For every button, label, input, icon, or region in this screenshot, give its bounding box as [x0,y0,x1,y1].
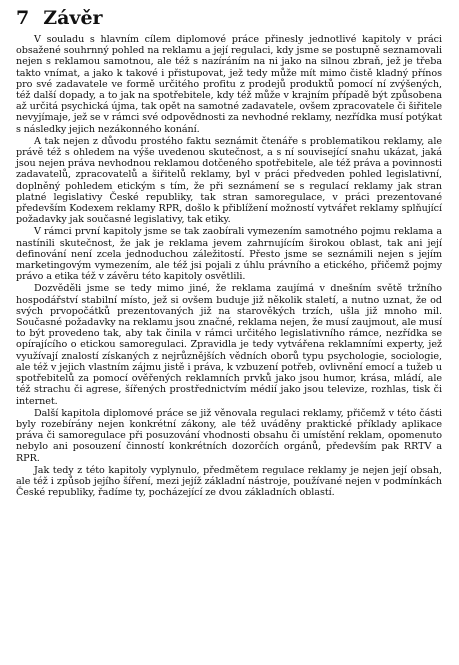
chapter-title: Závěr [43,7,103,29]
paragraph: V rámci první kapitoly jsme se tak zaobírali vymezením samotného pojmu reklama a nastínili skutečnost, že jak je reklama jevem zahrnujícím širokou oblast, tak ani její definování není zcela jednoduchou záležitostí. Přesto jsme se seznámili nejen s jejím marketingovým vymezením, ale též jsi pojali z úhlu právního a etického, přičemž pojmy právo a etika též v závěru této kapitoly osvětlili. [16,226,442,283]
chapter-number: 7 [16,7,30,29]
paragraph: A tak nejen z důvodu prostého faktu seznámit čtenáře s problematikou reklamy, ale právě též s ohledem na výše uvedenou skutečnost, a s ní související snahu ukázat, jaká jsou nejen práva nevhodnou reklamou dotčeného spotřebitele, ale též práva a povinnosti zadavatelů, zpracovatelů a šiřitelů reklamy, byl v práci předveden pohled legislativní, doplněný pohledem etickým s tím, že při seznámení se s regulací reklamy jak stran platné legislativy České republiky, tak stran samoregulace, v práci prezentované především Kodexem reklamy RPR, došlo k přiblížení možností vytvářet reklamy splňující požadavky jak současné legislativy, tak etiky. [16,135,442,226]
chapter-heading [16,6,442,30]
paragraph: Dozvěděli jsme se tedy mimo jiné, že reklama zaujímá v dnešním světě tržního hospodářství stabilní místo, jež si ovšem buduje již několik staletí, a nutno uznat, že od svých prvopočátků prezentovaných již na starověkých trzích, ušla již mnoho mil. Současné požadavky na reklamu jsou značné, reklama nejen, že musí zaujmout, ale musí to být provedeno tak, aby tak činila v rámci určitého legislativního rámce, nezřídka se opírajícího o etickou samoregulaci. Zpravidla je tedy vytvářena reklamními experty, jež využívají znalostí získaných z nejrůznějších vědních oborů typu psychologie, sociologie, ale též v jejich vlastním zájmu jistě i práva, k vzbuzení potřeb, ovlivnění emocí a tužeb u spotřebitelů za pomocí ověřených reklamních prvků jako jsou humor, krása, mládí, ale též strachu či agrese, šířených prostřednictvím médií jako jsou televize, rozhlas, tisk či internet. [16,283,442,407]
body-text [16,34,442,498]
paragraph: Jak tedy z této kapitoly vyplynulo, předmětem regulace reklamy je nejen její obsah, ale též i způsob jejího šíření, mezi jejíž základní nástroje, používané nejen v podmínkách České republiky, řadíme ty, pocházející ze dvou základních oblastí. [16,464,442,499]
paragraph: V souladu s hlavním cílem diplomové práce přinesly jednotlivé kapitoly v práci obsažené souhrnný pohled na reklamu a její regulaci, kdy jsme se postupně seznamovali nejen s reklamou samotnou, ale též s nazíráním na ni jako na silnou zbraň, jež je třeba takto vnímat, a jako k takové i přistupovat, jež tedy může mít mimo čistě kladný přínos pro své zadavatele ve formě určitého profitu z prodejů produktů pomocí ní zvýšených, též další dopady, a to jak na spotřebitele, kdy též může v krajním případě být způsobena až určitá psychická újma, tak opět na samotné zadavatele, ovšem zpracovatele či šiřitele nevyjímaje, jež se v rámci své odpovědnosti za nevhodné reklamy, nezřídka musí potýkat s následky jejich nezákonného konání. [16,34,442,135]
document-page [16,6,442,498]
paragraph: Další kapitola diplomové práce se již věnovala regulaci reklamy, přičemž v této části byly rozebírány nejen konkrétní zákony, ale též uváděny praktické příklady aplikace práva či samoregulace při posuzování vhodnosti obsahu či umístění reklam, opomenuto nebylo ani posouzení činností konkrétních dozorčích orgánů, především pak RRTV a RPR. [16,407,442,464]
